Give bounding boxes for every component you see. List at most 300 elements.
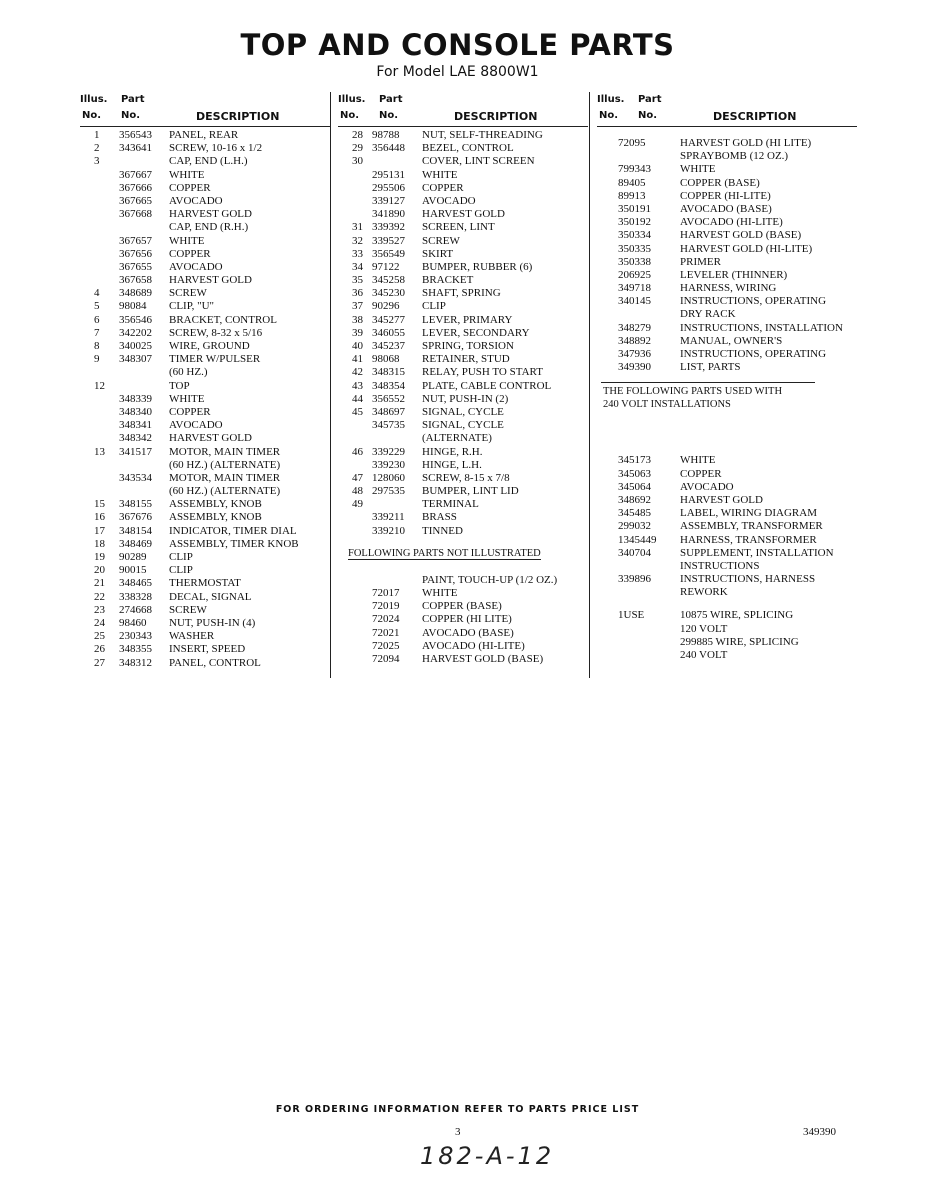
part-description: (ALTERNATE) <box>422 432 492 445</box>
illus-number: 38 <box>352 313 363 326</box>
part-number: 345258 <box>372 274 405 287</box>
part-number: 90015 <box>119 564 147 577</box>
header-description: DESCRIPTION <box>454 110 538 123</box>
part-number: 356543 <box>119 129 152 141</box>
part-description: DRY RACK <box>680 308 736 321</box>
illus-number: 37 <box>352 300 363 313</box>
part-number: 345485 <box>618 507 651 520</box>
table-row <box>338 182 588 195</box>
part-number: 346055 <box>372 326 405 339</box>
table-row <box>338 340 588 353</box>
part-description: NUT, SELF-THREADING <box>422 129 543 141</box>
document-number: 349390 <box>803 1126 836 1138</box>
part-number: 72025 <box>372 639 400 652</box>
part-description: INSTRUCTIONS, OPERATING <box>680 348 827 360</box>
part-number: 299032 <box>618 520 651 533</box>
table-row <box>338 235 588 248</box>
part-number: 348155 <box>119 498 152 511</box>
table-row <box>597 243 857 256</box>
table-row <box>80 195 330 208</box>
table-row <box>597 163 857 176</box>
illus-number: 41 <box>352 353 363 366</box>
part-description: CLIP <box>169 551 193 563</box>
illus-number: 5 <box>94 300 100 313</box>
part-number: 348315 <box>372 366 405 379</box>
header-illus: Illus. <box>597 94 625 105</box>
illus-number: 49 <box>352 498 363 511</box>
table-row <box>80 235 330 248</box>
part-description: SCREEN, LINT <box>422 221 495 234</box>
part-description: PANEL, CONTROL <box>169 656 261 669</box>
part-number: 98068 <box>372 353 400 366</box>
part-number: 339210 <box>372 524 405 537</box>
part-number: 339230 <box>372 458 405 471</box>
table-row <box>597 229 857 242</box>
table-row <box>80 643 330 656</box>
table-row <box>80 630 330 643</box>
part-description: SCREW <box>422 234 460 247</box>
part-number: 98460 <box>119 616 147 629</box>
illus-number: 24 <box>94 616 105 629</box>
table-row <box>338 511 588 524</box>
parts-list <box>80 127 330 670</box>
illus-number: 2 <box>94 142 100 155</box>
table-row <box>80 591 330 604</box>
part-description: BRACKET <box>422 274 474 287</box>
part-number: 367667 <box>119 168 152 181</box>
part-description: COPPER (BASE) <box>422 600 502 613</box>
part-number: 97122 <box>372 260 400 273</box>
header-part-no: No. <box>379 110 399 121</box>
part-description: LABEL, WIRING DIAGRAM <box>680 507 817 520</box>
part-number: 98788 <box>372 129 400 141</box>
part-description: SIGNAL, CYCLE <box>422 419 504 432</box>
table-row <box>338 129 588 142</box>
illus-number: 9 <box>94 353 100 366</box>
part-number: 345237 <box>372 340 405 352</box>
part-description: ASSEMBLY, TIMER KNOB <box>169 537 299 550</box>
column-divider <box>589 92 590 678</box>
table-row <box>338 640 588 653</box>
table-row <box>80 393 330 406</box>
part-description: AVOCADO (BASE) <box>422 626 514 639</box>
part-description: REWORK <box>680 586 728 599</box>
table-row <box>597 609 857 622</box>
table-row <box>80 511 330 524</box>
part-description: AVOCADO <box>422 194 476 207</box>
table-row <box>80 604 330 617</box>
illus-number: 12 <box>94 379 105 392</box>
illus-number: 27 <box>94 656 105 669</box>
part-description: SCREW, 10-16 x 1/2 <box>169 142 263 155</box>
part-number: 340145 <box>618 295 651 308</box>
table-row <box>597 256 857 269</box>
part-description: INDICATOR, TIMER DIAL <box>169 524 297 537</box>
part-description: LEVER, PRIMARY <box>422 313 513 326</box>
part-number: 274668 <box>119 603 152 616</box>
part-number: 339527 <box>372 234 405 247</box>
illus-number: 19 <box>94 551 105 563</box>
table-row <box>597 494 857 507</box>
part-number: 367657 <box>119 234 152 247</box>
table-row <box>597 586 857 599</box>
table-row <box>338 208 588 221</box>
part-number: 345735 <box>372 419 405 432</box>
part-description: MOTOR, MAIN TIMER <box>169 445 281 458</box>
handwritten-note: 182-A-12 <box>420 1142 555 1170</box>
part-description: SKIRT <box>422 247 454 260</box>
illus-number: 16 <box>94 511 105 524</box>
table-row <box>80 459 330 472</box>
part-number: 72019 <box>372 600 400 613</box>
part-description: LIST, PARTS <box>680 361 741 374</box>
table-row <box>80 432 330 445</box>
parts-column-3 <box>597 92 857 662</box>
page-number: 3 <box>455 1126 461 1138</box>
table-row <box>80 287 330 300</box>
table-row <box>597 547 857 560</box>
part-number: 72095 <box>618 137 646 149</box>
table-row <box>80 657 330 670</box>
header-illus-no: No. <box>82 110 102 121</box>
table-row <box>597 190 857 203</box>
table-row <box>338 221 588 234</box>
part-number: 90296 <box>372 300 400 313</box>
part-description: COPPER <box>169 181 211 194</box>
header-illus: Illus. <box>80 94 108 105</box>
illus-number: 8 <box>94 340 100 352</box>
header-part-no: No. <box>121 110 141 121</box>
part-description: HINGE, R.H. <box>422 445 483 458</box>
illus-number: 18 <box>94 537 105 550</box>
part-number: 350338 <box>618 255 651 268</box>
part-description: LEVER, SECONDARY <box>422 326 530 339</box>
table-row <box>80 617 330 630</box>
part-description: WHITE <box>169 168 205 181</box>
part-number: 128060 <box>372 471 405 484</box>
illus-number: 25 <box>94 630 105 643</box>
part-number: 341517 <box>119 445 152 458</box>
parts-column-1 <box>80 92 330 670</box>
table-row <box>338 314 588 327</box>
voltage-note-line-2: 240 VOLT INSTALLATIONS <box>603 399 731 411</box>
part-description: WHITE <box>422 168 458 181</box>
table-row <box>338 353 588 366</box>
illus-number: 7 <box>94 326 100 339</box>
table-row <box>338 432 588 445</box>
part-number: 367656 <box>119 247 152 260</box>
part-description: PAINT, TOUCH-UP (1/2 OZ.) <box>422 573 558 586</box>
part-number: 356546 <box>119 313 152 326</box>
table-row <box>597 454 857 467</box>
table-row <box>80 366 330 379</box>
parts-list <box>597 607 857 662</box>
part-number: 348312 <box>119 656 152 669</box>
table-row <box>597 216 857 229</box>
part-description: SPRAYBOMB (12 OZ.) <box>680 150 789 163</box>
part-number: 339229 <box>372 445 405 458</box>
table-row <box>597 636 857 649</box>
table-row <box>338 446 588 459</box>
part-description: HARVEST GOLD <box>680 493 763 506</box>
ordering-footer: FOR ORDERING INFORMATION REFER TO PARTS PRICE LIST <box>275 1104 640 1115</box>
part-description: COPPER (HI-LITE) <box>680 189 771 202</box>
parts-column-2 <box>338 92 588 666</box>
part-description: WIRE, GROUND <box>169 340 250 352</box>
part-description: WASHER <box>169 630 215 643</box>
part-description: DECAL, SIGNAL <box>169 590 252 603</box>
part-description: HARVEST GOLD <box>169 274 252 287</box>
part-description: HINGE, L.H. <box>422 458 482 471</box>
table-row <box>338 613 588 626</box>
part-number: 342202 <box>119 326 152 339</box>
part-description: HARVEST GOLD (HI-LITE) <box>680 242 813 255</box>
part-description: AVOCADO (HI-LITE) <box>422 639 525 652</box>
part-description: CAP, END (R.H.) <box>169 221 249 234</box>
note-block <box>597 374 857 432</box>
part-number: 348692 <box>618 493 651 506</box>
part-number: 72017 <box>372 587 400 599</box>
part-description: BRACKET, CONTROL <box>169 313 277 326</box>
part-number: 348279 <box>618 321 651 334</box>
part-description: 299885 WIRE, SPLICING <box>680 635 799 648</box>
part-description: COPPER <box>169 405 211 418</box>
table-row <box>80 419 330 432</box>
table-row <box>80 380 330 393</box>
table-row <box>597 649 857 662</box>
part-number: 367668 <box>119 208 152 221</box>
column-header <box>597 92 857 127</box>
table-row <box>338 600 588 613</box>
table-row <box>338 627 588 640</box>
table-row <box>597 573 857 586</box>
illus-number: 23 <box>94 603 105 616</box>
table-row <box>338 406 588 419</box>
table-row <box>80 169 330 182</box>
part-number: 340025 <box>119 340 152 352</box>
table-row <box>80 208 330 221</box>
part-description: INSTRUCTIONS <box>680 559 760 572</box>
part-number: 338328 <box>119 590 152 603</box>
part-description: AVOCADO <box>169 419 223 432</box>
part-description: 120 VOLT <box>680 622 728 635</box>
table-row <box>597 150 857 163</box>
part-description: (60 HZ.) (ALTERNATE) <box>169 458 281 471</box>
table-row <box>338 485 588 498</box>
table-row <box>80 472 330 485</box>
part-description: HARVEST GOLD <box>169 432 252 445</box>
table-row <box>80 525 330 538</box>
part-description: 240 VOLT <box>680 649 728 661</box>
table-row <box>597 481 857 494</box>
part-number: 340704 <box>618 546 651 559</box>
part-description: MOTOR, MAIN TIMER <box>169 471 281 484</box>
note-block <box>338 538 588 572</box>
header-description: DESCRIPTION <box>196 110 280 123</box>
part-description: TERMINAL <box>422 498 479 511</box>
part-description: (60 HZ.) <box>169 366 208 379</box>
part-number: 367676 <box>119 511 152 524</box>
illus-number: 29 <box>352 142 363 155</box>
header-part: Part <box>638 94 662 105</box>
table-row <box>338 380 588 393</box>
part-number: 297535 <box>372 485 405 498</box>
illus-number: 15 <box>94 498 105 511</box>
table-row <box>597 269 857 282</box>
table-row <box>597 560 857 573</box>
illus-number: 47 <box>352 471 363 484</box>
part-description: COVER, LINT SCREEN <box>422 155 535 168</box>
part-number: 348892 <box>618 334 651 347</box>
table-row <box>597 282 857 295</box>
part-description: CLIP <box>169 564 193 577</box>
part-number: 348340 <box>119 405 152 418</box>
part-description: ASSEMBLY, KNOB <box>169 498 262 511</box>
voltage-note-line-1: THE FOLLOWING PARTS USED WITH <box>603 386 783 398</box>
part-number: 367658 <box>119 274 152 287</box>
part-number: 345064 <box>618 480 651 493</box>
table-row <box>80 327 330 340</box>
part-description: RETAINER, STUD <box>422 353 510 366</box>
part-description: WHITE <box>680 163 716 176</box>
part-number: 348339 <box>119 392 152 405</box>
part-description: ASSEMBLY, TRANSFORMER <box>680 520 823 533</box>
part-description: BUMPER, LINT LID <box>422 485 519 498</box>
part-description: HARNESS, WIRING <box>680 282 777 295</box>
part-number: 356549 <box>372 247 405 260</box>
table-row <box>338 419 588 432</box>
table-row <box>338 195 588 208</box>
part-description: SCREW <box>169 287 207 300</box>
part-description: HARVEST GOLD <box>422 208 505 221</box>
part-description: BRASS <box>422 511 457 524</box>
part-number: 367655 <box>119 260 152 273</box>
part-number: 350335 <box>618 242 651 255</box>
part-description: AVOCADO (BASE) <box>680 202 772 215</box>
part-description: COPPER (BASE) <box>680 176 760 189</box>
part-description: SCREW, 8-15 x 7/8 <box>422 471 510 484</box>
part-description: SCREW, 8-32 x 5/16 <box>169 326 263 339</box>
header-illus-no: No. <box>340 110 360 121</box>
table-row <box>338 393 588 406</box>
table-row <box>597 623 857 636</box>
table-row <box>80 406 330 419</box>
illus-number: 13 <box>94 445 105 458</box>
part-description: INSTRUCTIONS, INSTALLATION <box>680 321 843 334</box>
part-description: SPRING, TORSION <box>422 340 514 352</box>
part-description: NUT, PUSH-IN (4) <box>169 616 256 629</box>
table-row <box>338 155 588 168</box>
table-row <box>80 353 330 366</box>
table-row <box>338 472 588 485</box>
table-row <box>338 287 588 300</box>
part-number: 345063 <box>618 467 651 480</box>
part-number: 367666 <box>119 181 152 194</box>
parts-list <box>597 135 857 374</box>
part-number: 339211 <box>372 511 405 524</box>
part-number: 348307 <box>119 353 152 366</box>
part-number: 89913 <box>618 189 646 202</box>
part-number: 1USE <box>618 609 645 622</box>
table-row <box>338 300 588 313</box>
table-row <box>80 446 330 459</box>
part-description: BUMPER, RUBBER (6) <box>422 260 533 273</box>
part-number: 356552 <box>372 392 405 405</box>
part-number: 350334 <box>618 229 651 242</box>
part-description: SUPPLEMENT, INSTALLATION <box>680 546 834 559</box>
part-number: 98084 <box>119 300 147 313</box>
parts-list <box>338 127 588 538</box>
part-description: 10875 WIRE, SPLICING <box>680 609 794 622</box>
part-description: SHAFT, SPRING <box>422 287 501 300</box>
table-row <box>338 142 588 155</box>
header-part: Part <box>121 94 145 105</box>
part-description: COPPER <box>422 181 464 194</box>
part-description: SCREW <box>169 603 207 616</box>
table-row <box>597 534 857 547</box>
table-row <box>597 348 857 361</box>
table-row <box>80 577 330 590</box>
part-number: 295506 <box>372 181 405 194</box>
table-row <box>597 322 857 335</box>
table-row <box>338 525 588 538</box>
table-row <box>338 498 588 511</box>
table-row <box>338 574 588 587</box>
part-number: 230343 <box>119 630 152 643</box>
column-header <box>338 92 588 127</box>
illus-number: 26 <box>94 643 105 656</box>
table-row <box>80 221 330 234</box>
illus-number: 35 <box>352 274 363 287</box>
illus-number: 46 <box>352 445 363 458</box>
header-part-no: No. <box>638 110 658 121</box>
table-row <box>80 485 330 498</box>
part-description: NUT, PUSH-IN (2) <box>422 392 509 405</box>
table-row <box>597 520 857 533</box>
part-description: COPPER <box>680 467 722 480</box>
part-description: AVOCADO <box>169 260 223 273</box>
illus-number: 44 <box>352 392 363 405</box>
part-number: 348355 <box>119 643 152 656</box>
part-number: 295131 <box>372 168 405 181</box>
part-number: 348341 <box>119 419 152 432</box>
table-row <box>80 155 330 168</box>
table-row <box>597 137 857 150</box>
part-description: COPPER <box>169 247 211 260</box>
part-description: HARNESS, TRANSFORMER <box>680 533 817 546</box>
not-illustrated-note: FOLLOWING PARTS NOT ILLUSTRATED <box>348 547 541 559</box>
table-row <box>80 300 330 313</box>
part-number: 367665 <box>119 194 152 207</box>
illus-number: 28 <box>352 129 363 141</box>
table-row <box>80 551 330 564</box>
table-row <box>80 261 330 274</box>
part-description: PRIMER <box>680 255 721 268</box>
part-number: 349718 <box>618 282 651 295</box>
header-illus: Illus. <box>338 94 366 105</box>
part-number: 345277 <box>372 313 405 326</box>
part-number: 348465 <box>119 577 152 590</box>
illus-number: 43 <box>352 379 363 392</box>
part-description: WHITE <box>680 454 716 467</box>
table-row <box>597 308 857 321</box>
part-number: 206925 <box>618 268 651 281</box>
table-row <box>80 129 330 142</box>
part-description: CLIP <box>422 300 446 313</box>
parts-list <box>597 452 857 599</box>
part-number: 350192 <box>618 216 651 229</box>
table-row <box>80 314 330 327</box>
